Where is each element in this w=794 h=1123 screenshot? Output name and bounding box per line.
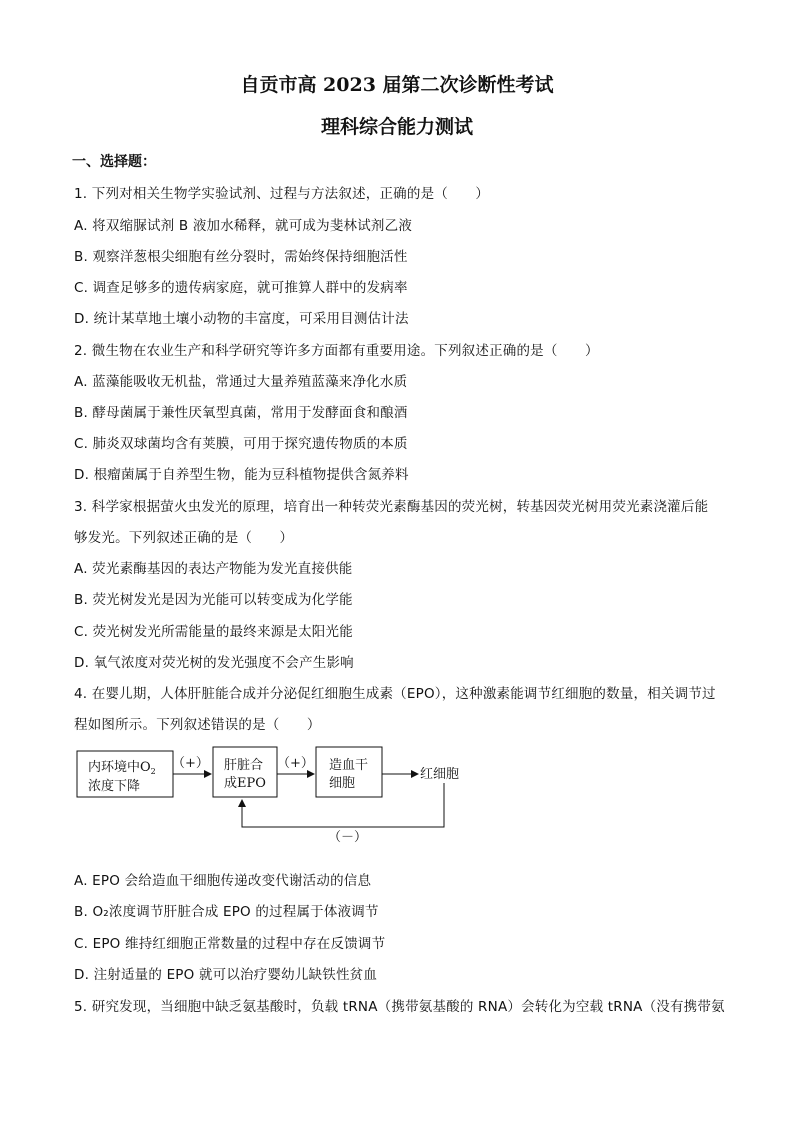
section-heading: 一、选择题： xyxy=(72,154,156,170)
question-3-option-a: A. 荧光素酶基因的表达产物能为发光直接供能 xyxy=(74,561,353,577)
question-1-stem: 1. 下列对相关生物学实验试剂、过程与方法叙述，正确的是（ ） xyxy=(74,186,490,202)
question-3-option-d: D. 氧气浓度对荧光树的发光强度不会产生影响 xyxy=(74,655,354,671)
diagram-box-stem-cell-line1: 造血干 xyxy=(329,758,369,773)
diagram-arrow-2-label: （+） xyxy=(277,756,314,771)
diagram-box-oxygen-line1: 内环境中$O_2$ xyxy=(88,760,156,776)
exam-title: 自贡市高 2023 届第二次诊断性考试 xyxy=(240,74,554,96)
question-4-option-c: C. EPO 维持红细胞正常数量的过程中存在反馈调节 xyxy=(74,936,386,952)
diagram-box-liver-line2: 成EPO xyxy=(224,776,266,791)
question-3-option-b: B. 荧光树发光是因为光能可以转变成为化学能 xyxy=(74,592,353,608)
question-4-option-b: B. O₂浓度调节肝脏合成 EPO 的过程属于体液调节 xyxy=(74,904,379,920)
question-3-stem-line1: 3. 科学家根据萤火虫发光的原理，培育出一种转荧光素酶基因的荧光树，转基因荧光树用荧光素浇灌后能 xyxy=(74,499,709,515)
epo-regulation-diagram xyxy=(76,743,496,843)
question-5-stem-line1: 5. 研究发现，当细胞中缺乏氨基酸时，负载 tRNA（携带氨基酸的 RNA）会转化为空载 tRNA（没有携带氨 xyxy=(74,999,725,1015)
question-4-option-d: D. 注射适量的 EPO 就可以治疗婴幼儿缺铁性贫血 xyxy=(74,967,378,983)
question-1-option-c: C. 调查足够多的遗传病家庭，就可推算人群中的发病率 xyxy=(74,280,408,296)
question-2-stem: 2. 微生物在农业生产和科学研究等许多方面都有重要用途。下列叙述正确的是（ ） xyxy=(74,343,599,359)
question-2-option-b: B. 酵母菌属于兼性厌氧型真菌，常用于发酵面食和酿酒 xyxy=(74,405,408,421)
diagram-target-red-cell: 红细胞 xyxy=(420,767,460,782)
question-1-option-d: D. 统计某草地土壤小动物的丰富度，可采用目测估计法 xyxy=(74,311,409,327)
diagram-box-stem-cell-line2: 细胞 xyxy=(329,776,356,791)
diagram-feedback-label: （－） xyxy=(328,830,368,843)
exam-subtitle: 理科综合能力测试 xyxy=(320,116,473,138)
question-4-stem-line1: 4. 在婴儿期，人体肝脏能合成并分泌促红细胞生成素（EPO），这种激素能调节红细胞的数量，相关调节过 xyxy=(74,686,716,702)
question-2-option-a: A. 蓝藻能吸收无机盐，常通过大量养殖蓝藻来净化水质 xyxy=(74,374,408,390)
diagram-box-liver-line1: 肝脏合 xyxy=(224,758,264,773)
question-1-option-a: A. 将双缩脲试剂 B 液加水稀释，就可成为斐林试剂乙液 xyxy=(74,218,413,234)
diagram-arrow-1-label: （+） xyxy=(172,756,209,771)
question-2-option-d: D. 根瘤菌属于自养型生物，能为豆科植物提供含氮养料 xyxy=(74,467,409,483)
question-2-option-c: C. 肺炎双球菌均含有荚膜，可用于探究遗传物质的本质 xyxy=(74,436,408,452)
question-1-option-b: B. 观察洋葱根尖细胞有丝分裂时，需始终保持细胞活性 xyxy=(74,249,408,265)
question-3-option-c: C. 荧光树发光所需能量的最终来源是太阳光能 xyxy=(74,624,353,640)
question-3-stem-line2: 够发光。下列叙述正确的是（ ） xyxy=(74,530,294,546)
diagram-box-oxygen-line2: 浓度下降 xyxy=(88,779,141,794)
question-4-option-a: A. EPO 会给造血干细胞传递改变代谢活动的信息 xyxy=(74,873,372,889)
question-4-stem-line2: 程如图所示。下列叙述错误的是（ ） xyxy=(74,717,321,733)
